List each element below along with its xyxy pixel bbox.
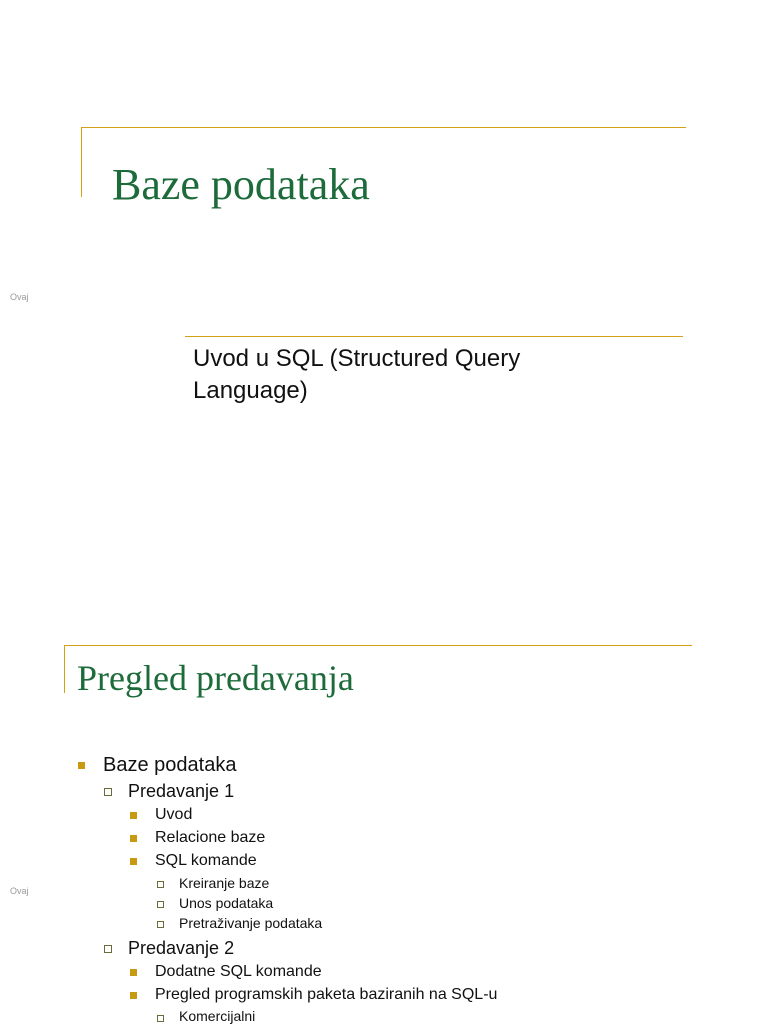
bullet-square-icon [130,969,137,976]
outline-item: Uvod [155,806,193,823]
bullet-square-icon [130,835,137,842]
outline-item: Predavanje 2 [128,938,235,958]
title-left-rule [64,645,65,693]
slide-title: Baze podataka [112,160,370,209]
slide-subtitle-line-2: Language) [193,377,308,404]
outline-item: Pretraživanje podataka [179,915,323,931]
outline-item: Kreiranje baze [179,875,270,891]
bullet-square-icon [130,992,137,999]
bullet-hollow-square-icon [157,901,164,908]
bullet-hollow-square-icon [104,788,112,796]
slide-title: Pregled predavanja [77,658,354,698]
outline-item: Predavanje 1 [128,781,235,801]
outline-item: SQL komande [155,852,257,869]
title-top-rule [64,645,692,646]
outline-item: Baze podataka [103,754,237,776]
side-note: Ovaj [10,292,29,302]
bullet-square-icon [130,812,137,819]
outline-item: Komercijalni [179,1008,256,1024]
outline-item: Unos podataka [179,895,274,911]
slide-subtitle-line-1: Uvod u SQL (Structured Query [193,345,521,372]
bullet-hollow-square-icon [157,1015,164,1022]
subtitle-top-rule [185,336,683,337]
outline-item: Pregled programskih paketa baziranih na SQL-u [155,986,498,1003]
outline-item: Relacione baze [155,829,266,846]
bullet-hollow-square-icon [157,881,164,888]
outline-item: Dodatne SQL komande [155,963,322,980]
bullet-square-icon [78,762,85,769]
bullet-hollow-square-icon [104,945,112,953]
side-note: Ovaj [10,886,29,896]
bullet-hollow-square-icon [157,921,164,928]
bullet-square-icon [130,858,137,865]
title-left-rule [81,127,82,197]
title-top-rule [81,127,686,128]
